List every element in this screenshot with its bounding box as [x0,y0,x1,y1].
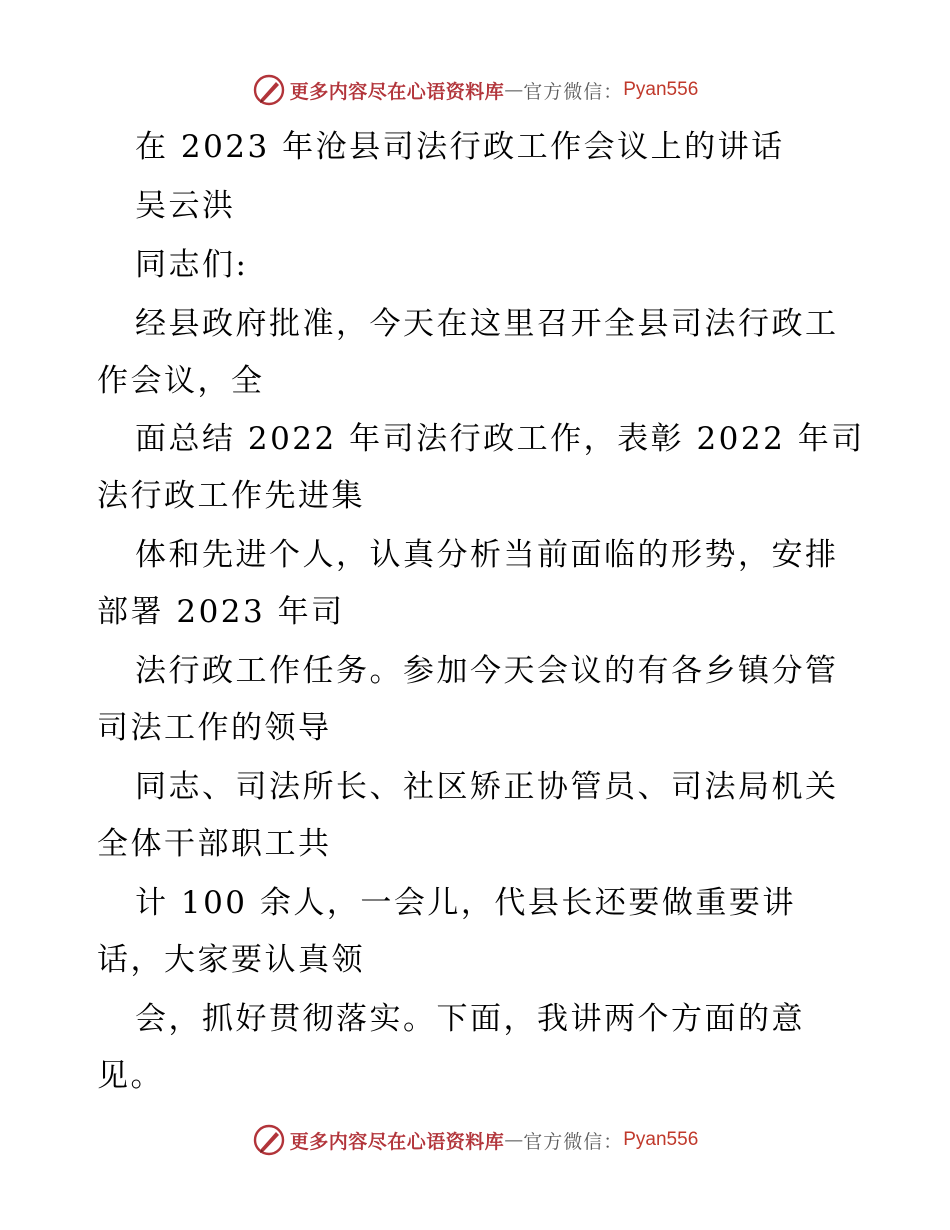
paragraph-line: 计 100 余人，一会儿，代县长还要做重要讲 [135,885,796,921]
watermark-dash: — [504,79,524,101]
document-title: 在 2023 年沧县司法行政工作会议上的讲话 [135,129,785,165]
paragraph-line: 法行政工作先进集 [97,478,365,514]
watermark-wechat-label: 官方微信： [523,1130,624,1153]
paragraph-line: 会，抓好贯彻落实。下面，我讲两个方面的意 [135,1001,805,1037]
paragraph-line: 经县政府批准，今天在这里召开全县司法行政工 [135,306,839,342]
paragraph-line: 话，大家要认真领 [97,942,365,978]
paragraph-line: 作会议，全 [97,363,265,399]
paragraph-line: 部署 2023 年司 [97,594,345,630]
watermark-main-text: 更多内容尽在心语资料库 [289,1130,505,1153]
watermark-main-text: 更多内容尽在心语资料库 [289,80,505,103]
paragraph-line: 见。 [97,1058,164,1094]
document-salutation: 同志们: [135,247,249,283]
paragraph-line: 法行政工作任务。参加今天会议的有各乡镇分管 [135,653,839,689]
paragraph-line: 面总结 2022 年司法行政工作，表彰 2022 年司 [135,421,865,457]
watermark-wechat-id: Pyan556 [623,1129,699,1150]
pen-logo-icon [252,1123,286,1157]
watermark-wechat-label: 官方微信： [523,80,624,103]
paragraph-line: 全体干部职工共 [97,826,332,862]
document-author: 吴云洪 [135,188,236,224]
watermark-dash: — [504,1129,524,1151]
paragraph-line: 司法工作的领导 [97,710,332,746]
watermark-wechat-id: Pyan556 [623,79,699,100]
paragraph-line: 体和先进个人，认真分析当前面临的形势，安排 [135,537,839,573]
paragraph-line: 同志、司法所长、社区矫正协管员、司法局机关 [135,769,839,805]
watermark-banner-bottom [0,1120,950,1160]
